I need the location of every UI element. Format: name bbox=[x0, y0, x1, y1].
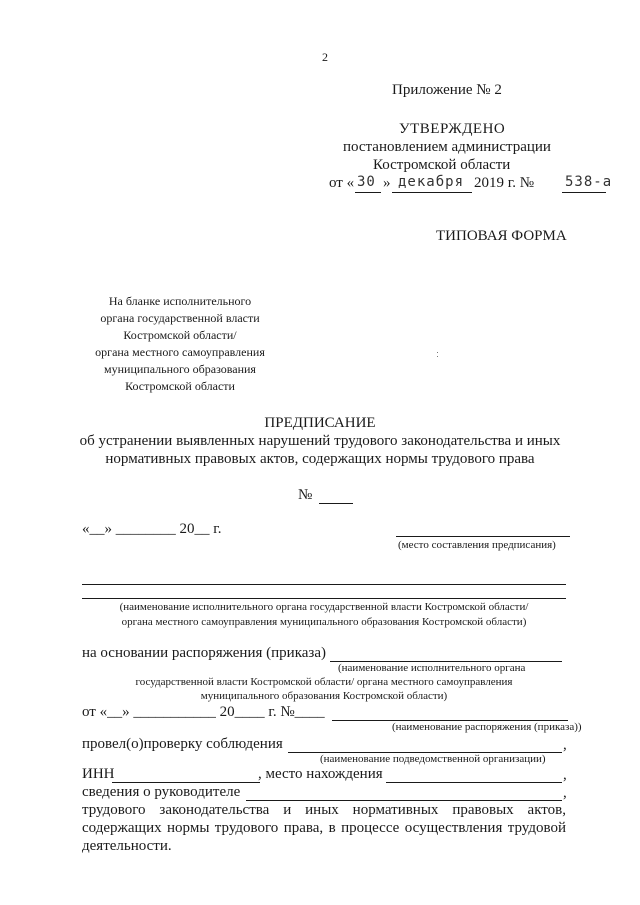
letterhead-line: муниципального образования bbox=[104, 362, 256, 376]
letterhead-line: На бланке исполнительного bbox=[108, 294, 252, 308]
letterhead-line: органа местного самоуправления bbox=[95, 345, 265, 359]
letterhead-line: Костромской области bbox=[125, 379, 235, 393]
subtitle-line-1: об устранении выявленных нарушений трудового законодательства и иных bbox=[79, 433, 561, 449]
approval-line-2: Костромской области bbox=[373, 157, 511, 173]
authority-caption-2: органа местного самоуправления муниципального образования Костромской области) bbox=[121, 616, 527, 628]
approval-year: 2019 г. № bbox=[474, 175, 535, 191]
comma: , bbox=[563, 767, 567, 783]
location-label: , место нахождения bbox=[258, 766, 383, 782]
page-number: 2 bbox=[322, 50, 328, 64]
date-fill: «__» ________ 20__ г. bbox=[82, 521, 222, 537]
order-date-fill: от «__» ___________ 20____ г. №____ bbox=[82, 704, 325, 720]
basis-caption-2: государственной власти Костромской области/ органа местного самоуправления bbox=[135, 676, 513, 688]
inspection-caption: (наименование подведомственной организации) bbox=[320, 753, 546, 765]
body-line-3: деятельности. bbox=[82, 838, 172, 854]
comma: , bbox=[563, 737, 567, 753]
basis-caption-3: муниципального образования Костромской области) bbox=[200, 690, 448, 702]
body-line-2: содержащих нормы трудового права, в процессе осуществления трудовой bbox=[82, 820, 566, 836]
approval-date-sep: » bbox=[383, 175, 391, 191]
approval-date-prefix: от « bbox=[329, 175, 355, 191]
approval-number: 538-а bbox=[565, 174, 613, 190]
approved-heading: УТВЕРЖДЕНО bbox=[399, 121, 506, 137]
form-type: ТИПОВАЯ ФОРМА bbox=[436, 228, 567, 244]
approval-month: декабря bbox=[398, 174, 465, 190]
inn-label: ИНН bbox=[82, 766, 115, 782]
approval-day: 30 bbox=[357, 174, 376, 190]
document-title: ПРЕДПИСАНИЕ bbox=[264, 415, 376, 431]
letterhead-line: Костромской области/ bbox=[123, 328, 237, 342]
letterhead-line: органа государственной власти bbox=[100, 311, 260, 325]
inspection-label: провел(о)проверку соблюдения bbox=[82, 736, 283, 752]
head-label: сведения о руководителе bbox=[82, 784, 241, 800]
order-caption: (наименование распоряжения (приказа)) bbox=[392, 721, 582, 733]
basis-label: на основании распоряжения (приказа) bbox=[82, 645, 326, 661]
subtitle-line-2: нормативных правовых актов, содержащих нормы трудового права bbox=[105, 451, 535, 467]
body-line-1: трудового законодательства и иных нормативных правовых актов, bbox=[82, 802, 566, 818]
approval-line-1: постановлением администрации bbox=[343, 139, 551, 155]
appendix-label: Приложение № 2 bbox=[392, 82, 502, 98]
letterhead-block bbox=[80, 293, 280, 395]
comma: , bbox=[563, 785, 567, 801]
authority-caption-1: (наименование исполнительного органа государственной власти Костромской области/ bbox=[119, 601, 529, 613]
number-label: № bbox=[298, 487, 313, 503]
place-caption: (место составления предписания) bbox=[398, 539, 556, 551]
basis-caption-1: (наименование исполнительного органа bbox=[338, 662, 526, 674]
